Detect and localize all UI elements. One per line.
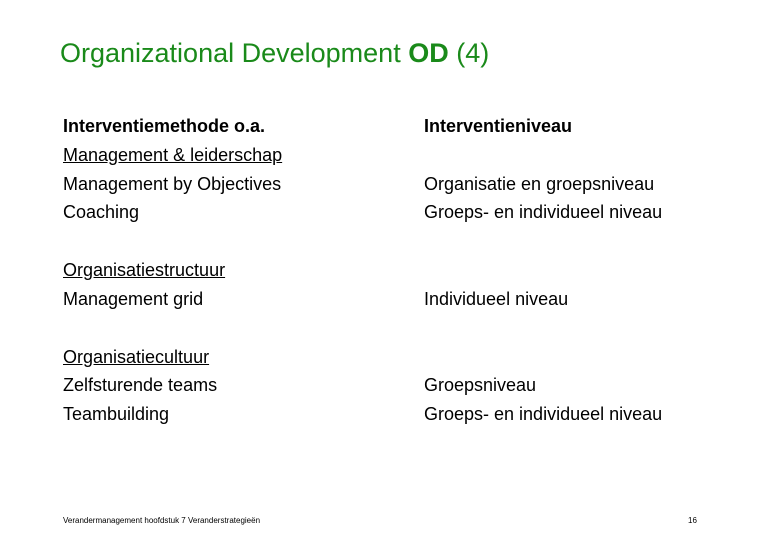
group-heading-structuur: Organisatiestructuur (63, 260, 226, 280)
group-heading-management: Management & leiderschap (63, 145, 283, 165)
method-item: Teambuilding (63, 404, 170, 424)
level-item: Individueel niveau (424, 289, 569, 309)
method-item: Coaching (63, 202, 140, 222)
footer-source: Verandermanagement hoofdstuk 7 Veranderstrategieën (63, 516, 261, 525)
page-number: 16 (688, 516, 697, 525)
level-item: Groeps- en individueel niveau (424, 404, 663, 424)
method-item: Management grid (63, 289, 204, 309)
level-item: Groepsniveau (424, 375, 537, 395)
title-od: OD (408, 38, 449, 68)
title-suffix: (4) (448, 38, 490, 68)
method-item: Zelfsturende teams (63, 375, 218, 395)
group-heading-cultuur: Organisatiecultuur (63, 347, 210, 367)
title-main: Organizational Development (60, 38, 409, 68)
slide-title (60, 38, 489, 69)
left-column-header: Interventiemethode o.a. (63, 116, 266, 136)
level-item: Organisatie en groepsniveau (424, 174, 655, 194)
level-item: Groeps- en individueel niveau (424, 202, 663, 222)
right-column-header: Interventieniveau (424, 116, 573, 136)
method-item: Management by Objectives (63, 174, 282, 194)
